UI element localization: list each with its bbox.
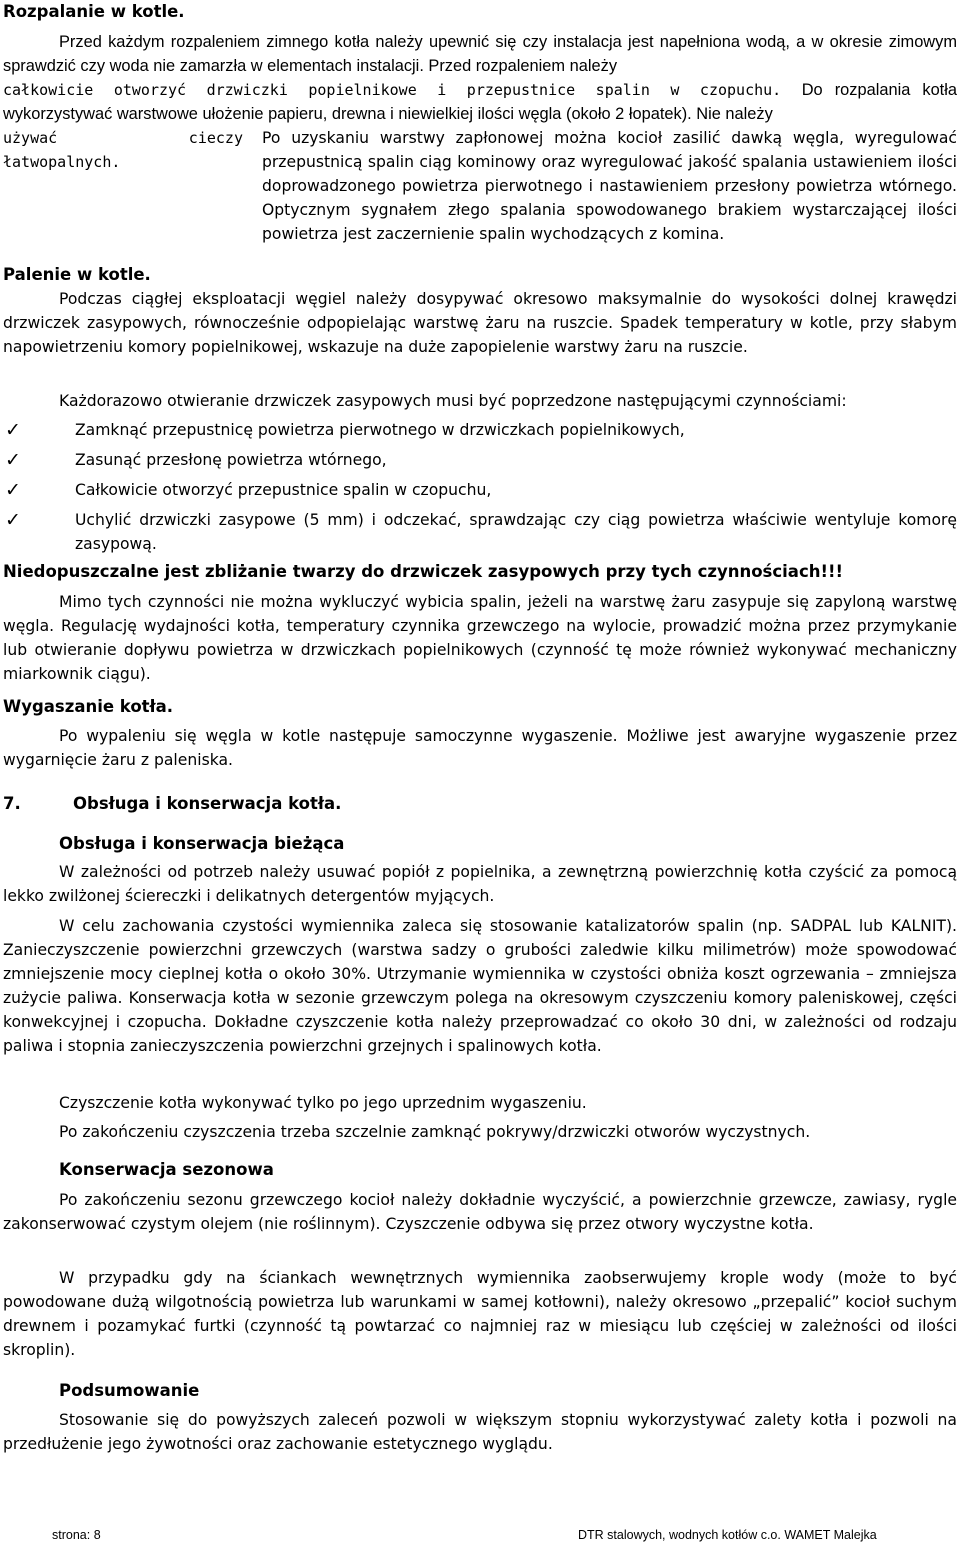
kindling-line-1: Przed każdym rozpaleniem zimnego kotła należy upewnić się czy instalacja jest napełniona wodą, a w okresie zimowym sprawdzić czy woda nie zamarzła w elementach instalacji. Przed rozpaleniem należy <box>3 33 957 75</box>
heading-current-maintenance: Obsługa i konserwacja bieżąca <box>59 834 345 853</box>
burning-para-2: Każdorazowo otwieranie drzwiczek zasypowych musi być poprzedzone następującymi czynnościami: <box>59 392 847 410</box>
kindling-mono-text: całkowicie otworzyć drzwiczki popielnikowe i przepustnice spalin w czopuchu. <box>3 81 782 99</box>
current-para-2: W celu zachowania czystości wymiennika zaleca się stosowanie katalizatorów spalin (np. SADPAL lub KALNIT). Zanieczyszczenie powierzchni grzewczych (warstwa sadzy o grubości zaledwie kilku milimetrów) może spowodować zmniejszenie mocy cieplnej kotła o około 30%. Utrzymanie wymiennika w czystości obniża koszt ogrzewania – zmniejsza zużycie paliwa. Konserwacja kotła w sezonie grzewczym polega na okresowym czyszczeniu komory paleniskowej, części konwekcyjnej i czopucha. Dokładne czyszczenie kotła należy przeprowadzać co około 30 dni, w zależności od rodzaju paliwa i stopnia zanieczyszczenia powierzchni grzejnych i spalinowych kotła. <box>3 917 957 1055</box>
extinguish-para: Po wypaleniu się węgla w kotle następuje samoczynne wygaszenie. Możliwe jest awaryjne wygaszenie przez wygarnięcie żaru z paleniska. <box>3 727 957 769</box>
kindling-arial-text: Do rozpalania kotła wykorzystywać warstwowe ułożenie papieru, drewna i niewielkiej ilości węgla (około 2 łopatek). Nie należy <box>3 81 957 123</box>
page-number <box>52 1528 101 1542</box>
heading-seasonal: Konserwacja sezonowa <box>59 1160 274 1179</box>
checklist-item <box>3 448 957 472</box>
kindling-optical-text: Optycznym sygnałem złego spalania spowodowanego brakiem wystarczającej ilości powietrza jest zaczernienie spalin wychodzących z komina. <box>262 201 957 243</box>
page-number-value: 8 <box>93 1528 101 1542</box>
checklist-item <box>3 418 957 442</box>
heading-burning: Palenie w kotle. <box>3 265 151 284</box>
checklist-item <box>3 508 957 556</box>
kindling-line-4: używać cieczy łatwopalnych. <box>3 129 243 171</box>
checklist-item-text: Zasunąć przesłonę powietrza wtórnego, <box>75 451 387 469</box>
kindling-line-5 <box>262 126 957 246</box>
warning-text: Niedopuszczalne jest zbliżanie twarzy do drzwiczek zasypowych przy tych czynnościach!!! <box>3 562 844 581</box>
current-para-4: Po zakończeniu czyszczenia trzeba szczelnie zamknąć pokrywy/drzwiczki otworów wyczystnych. <box>59 1123 811 1141</box>
checklist-item-text: Całkowicie otworzyć przepustnice spalin w czopuchu, <box>75 481 492 499</box>
section-7-title: Obsługa i konserwacja kotła. <box>73 794 342 813</box>
kindling-line-2 <box>3 78 957 126</box>
check-icon: ✓ <box>5 449 21 471</box>
kindling-ignition-text: Po uzyskaniu warstwy zapłonowej można kocioł zasilić dawką węgla, wyregulować przepustnicą spalin ciąg kominowy oraz wyregulować jakość spalania ustawieniem ilości doprowadzonego powietrza pierwotnego i nastawieniem przesłony powietrza wtórnego. <box>262 129 957 195</box>
burning-para-3: Mimo tych czynności nie można wykluczyć wybicia spalin, jeżeli na warstwę żaru zasypuje się zapyloną warstwę węgla. Regulację wydajności kotła, temperatury czynnika grzewczego na wylocie, prowadzić można przez przymykanie lub otwieranie dopływu powietrza w drzwiczkach popielnikowych (czynność tę może również wykonywać mechaniczny miarkownik ciągu). <box>3 593 957 683</box>
heading-kindling: Rozpalanie w kotle. <box>3 2 185 21</box>
heading-summary: Podsumowanie <box>59 1381 200 1400</box>
checklist-item-text: Uchylić drzwiczki zasypowe (5 mm) i odczekać, sprawdzając czy ciąg powietrza właściwie wentyluje komorę zasypową. <box>75 511 957 553</box>
seasonal-para-1: Po zakończeniu sezonu grzewczego kocioł należy dokładnie wyczyścić, a powierzchnie grzewcze, zawiasy, rygle zakonserwować czystym olejem (nie roślinnym). Czyszczenie odbywa się przez otwory wyczystne kotła. <box>3 1191 957 1233</box>
section-7-number: 7. <box>3 794 21 813</box>
current-para-3: Czyszczenie kotła wykonywać tylko po jego uprzednim wygaszeniu. <box>59 1094 587 1112</box>
checklist-item <box>3 478 957 502</box>
checklist-item-text: Zamknąć przepustnicę powietrza pierwotnego w drzwiczkach popielnikowych, <box>75 421 685 439</box>
document-reference: DTR stalowych, wodnych kotłów c.o. WAMET Malejka <box>578 1528 877 1542</box>
current-para-1: W zależności od potrzeb należy usuwać popiół z popielnika, a zewnętrzną powierzchnię kotła czyścić za pomocą lekko zwilżonej ściereczki i delikatnych detergentów myjących. <box>3 863 957 905</box>
heading-extinguish: Wygaszanie kotła. <box>3 697 174 716</box>
page-label: strona: <box>52 1528 91 1542</box>
check-icon: ✓ <box>5 509 21 531</box>
check-icon: ✓ <box>5 479 21 501</box>
burning-para-1: Podczas ciągłej eksploatacji węgiel należy dosypywać okresowo maksymalnie do wysokości dolnej krawędzi drzwiczek zasypowych, równocześnie odpopielając warstwę żaru na ruszcie. Spadek temperatury w kotle, przy słabym napowietrzeniu komory popielnikowej, wskazuje na duże zapopielenie warstwy żaru na ruszcie. <box>3 290 957 356</box>
seasonal-para-2: W przypadku gdy na ściankach wewnętrznych wymiennika zaobserwujemy krople wody (może to być powodowane dużą wilgotnością powietrza lub warunkami w samej kotłowni), należy okresowo „przepalić” kocioł suchym drewnem i pozamykać furtki (czynność tą powtarzać co najmniej raz w miesiącu lub częściej w zależności od ilości skroplin). <box>3 1269 957 1359</box>
summary-para: Stosowanie się do powyższych zaleceń pozwoli w większym stopniu wykorzystywać zalety kotła i pozwoli na przedłużenie jego żywotności oraz zachowanie estetycznego wyglądu. <box>3 1411 957 1453</box>
check-icon: ✓ <box>5 419 21 441</box>
